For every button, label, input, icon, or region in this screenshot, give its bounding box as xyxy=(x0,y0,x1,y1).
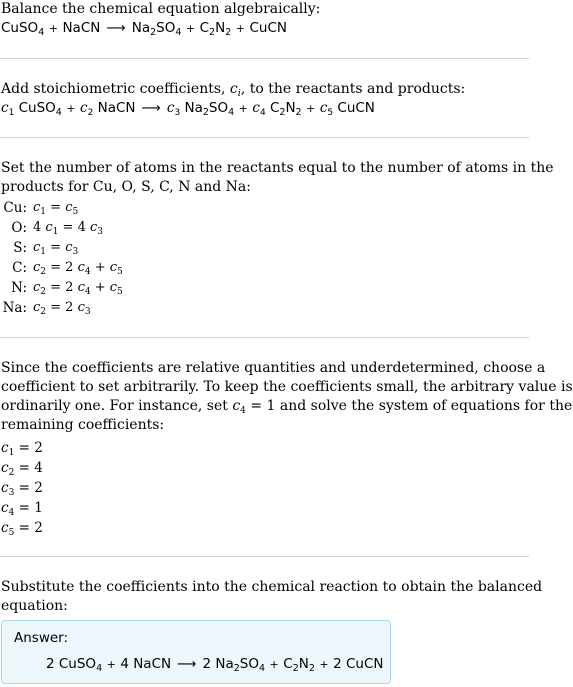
reactant-nacn: NaCN xyxy=(62,20,101,36)
step3-text-line2: coefficient to set arbitrarily. To keep the coefficients small, the arbitrary value is xyxy=(1,379,573,395)
atom-equation-na: Na: $c_2 = 2$ $c_3$ xyxy=(2,300,91,317)
answer-box xyxy=(1,620,391,684)
answer-label: Answer: xyxy=(14,630,69,646)
product-cucn: CuCN xyxy=(249,20,287,36)
solution-c2: $c_2 = 4$ xyxy=(1,460,43,478)
intro-heading: Balance the chemical equation algebraically: xyxy=(1,1,321,17)
divider xyxy=(0,137,529,138)
step2-text-line2: products for Cu, O, S, C, N and Na: xyxy=(1,179,251,195)
atom-balance-system xyxy=(1,198,123,318)
coefficient-equation: $c_1$ CuSO$_4$ + $c_2$ NaCN ⟶ $c_3$ $Na_2SO_4 + c_4$ $C_2N_2 + c_5$ CuCN xyxy=(1,100,375,118)
atom-equation-c: C: $c_2 = 2$ $c_4 + c_5$ xyxy=(12,260,123,277)
solution-c3: $c_3 = 2$ xyxy=(1,480,43,498)
balanced-equation: 2 CuSO$_4$ + 4 NaCN ⟶ 2 $Na_2SO_4 + C_2N_2 + 2$ CuCN xyxy=(46,656,384,674)
divider xyxy=(0,556,529,557)
step2-text-line1: Set the number of atoms in the reactants equal to the number of atoms in the xyxy=(1,160,554,176)
solution-c5: $c_5 = 2$ xyxy=(1,520,43,538)
divider xyxy=(0,58,529,59)
reactant-cuso4: CuSO$_4$ xyxy=(1,20,45,38)
unbalanced-equation: CuSO$_4$ + NaCN ⟶ $Na_2SO_4 + C_2N_2$ + CuCN xyxy=(1,20,287,38)
step3-text-line4: remaining coefficients: xyxy=(1,417,165,433)
atom-equation-cu: Cu: $c_1 = c_5$ xyxy=(3,200,79,217)
divider xyxy=(0,337,529,338)
step4-text-line2: equation: xyxy=(1,598,68,614)
atom-equation-n: N: $c_2 = 2$ $c_4 + c_5$ xyxy=(11,280,123,297)
step3-text-line1: Since the coefficients are relative quantities and underdetermined, choose a xyxy=(1,360,546,376)
solution-c1: $c_1 = 2$ xyxy=(1,440,43,458)
product-c2n2: $C_2N_2$ xyxy=(199,20,232,38)
atom-equation-o: O: 4 $c_1 = 4$ $c_3$ xyxy=(11,220,103,237)
atom-equation-s: S: $c_1 = c_3$ xyxy=(13,240,79,257)
step3-text-line3: ordinarily one. For instance, set $c_4 = 1$ and solve the system of equations for the xyxy=(1,398,573,416)
step4-text-line1: Substitute the coefficients into the chemical reaction to obtain the balanced xyxy=(1,579,543,595)
solution-c4: $c_4 = 1$ xyxy=(1,500,43,518)
coefficient-solutions xyxy=(1,438,43,538)
product-na2so4: $Na_2SO_4$ xyxy=(131,20,182,38)
step1-text: Add stoichiometric coefficients, $c_i$, to the reactants and products: xyxy=(1,81,466,99)
